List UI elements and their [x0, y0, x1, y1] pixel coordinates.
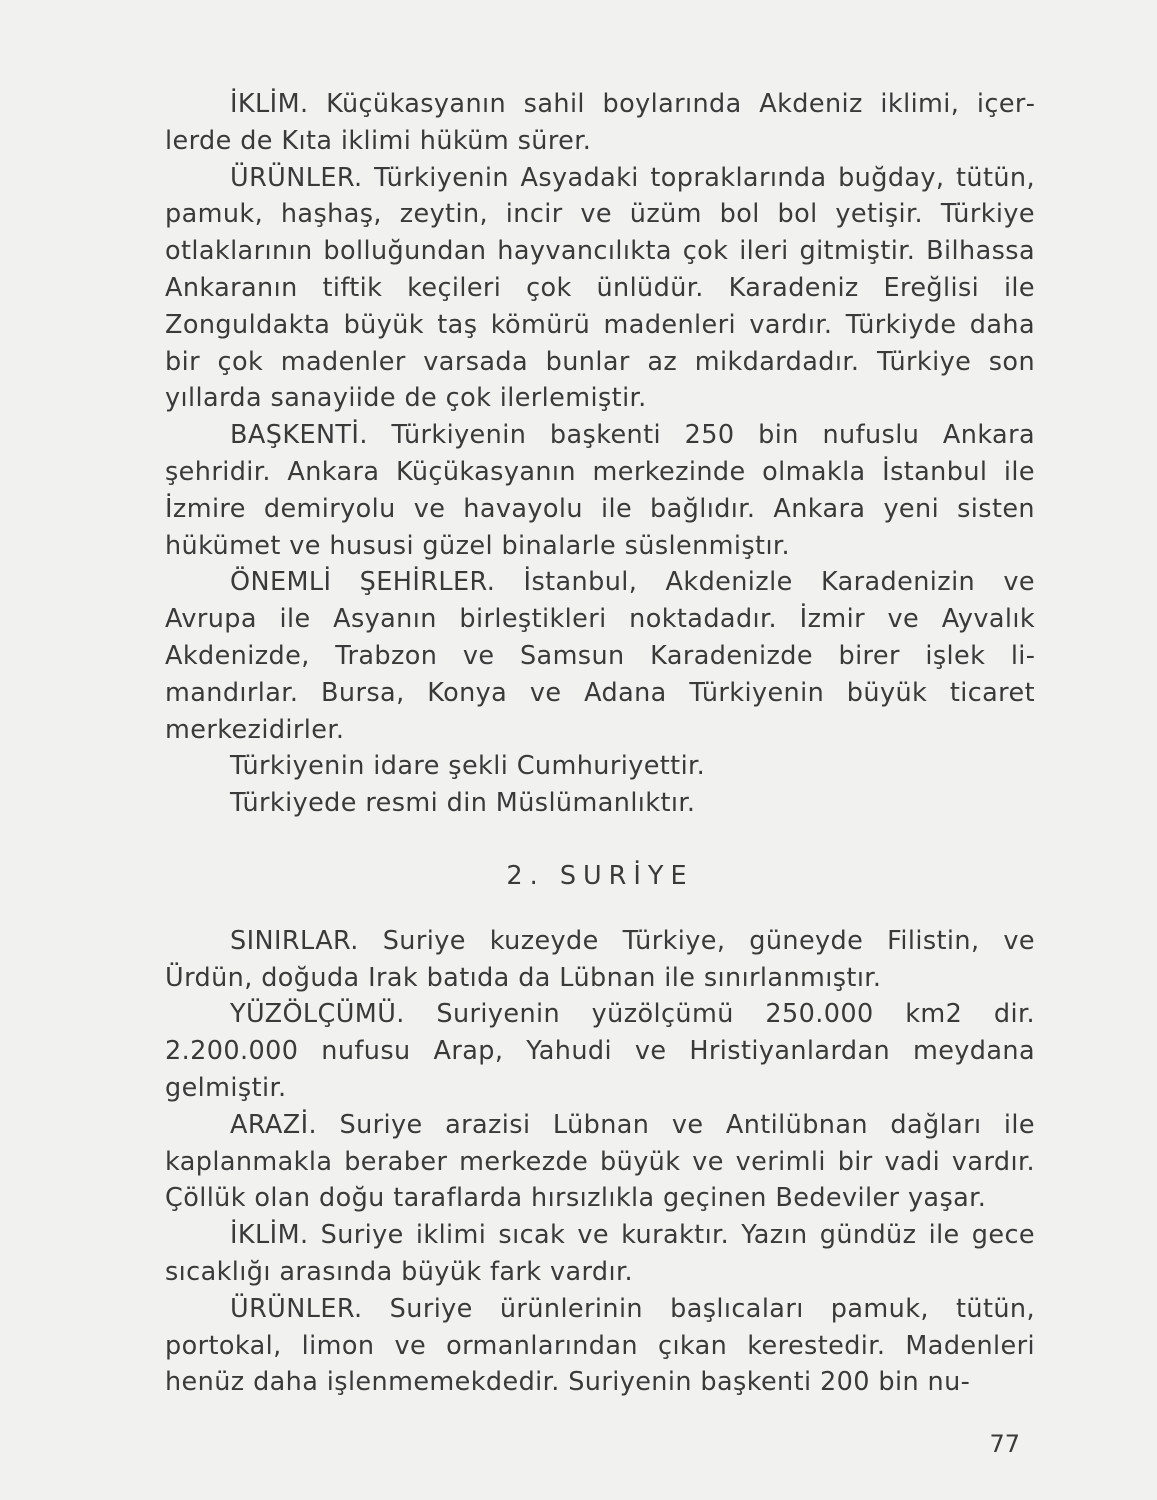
- paragraph-suriye-urunler: ÜRÜNLER. Suriye ürünlerinin başlıcaları pamuk, tütün, portokal, limon ve ormanlarından çıkan kerestedir. Madenleri henüz daha işlenmemekdedir. Suriyenin başkenti 200 bin nu-: [165, 1293, 1035, 1398]
- paragraph-suriye-iklim: İKLİM. Suriye iklimi sıcak ve kuraktır. Yazın gündüz ile gece sıcaklığı arasında büyük fark vardır.: [165, 1220, 1035, 1287]
- paragraph-yuzolcumu: YÜZÖLÇÜMÜ. Suriyenin yüzölçümü 250.000 km2 dir. 2.200.000 nufusu Arap, Yahudi ve Hristiyanlardan meydana gelmiştir.: [165, 999, 1035, 1103]
- section-heading: 2. SURİYE: [506, 860, 694, 891]
- paragraph-urunler: ÜRÜNLER. Türkiyenin Asyadaki topraklarında buğday, tütün, pamuk, haşhaş, zeytin, incir ve üzüm bol bol yetişir. Türkiye otlaklarının bolluğundan hayvancılıkta çok ileri gitmiştir. Bilhassa Ankaranın tiftik keçileri çok ünlüdür. Karadeniz Ereğlisi ile Zonguldakta büyük taş kömürü madenleri vardır. Türkiyde daha bir çok madenler varsada bunlar az mikdardadır. Türkiye son yıllarda sanayiide de çok ilerlemiştir.: [165, 162, 1035, 414]
- paragraph-arazi: ARAZİ. Suriye arazisi Lübnan ve Antilübnan dağları ile kaplanmakla beraber merkezde büyük ve verimli bir vadi vardır. Çöllük olan doğu taraflarda hırsızlıkla geçinen Bedeviler yaşar.: [165, 1109, 1035, 1214]
- page-number: 77: [989, 1430, 1020, 1458]
- paragraph-resmi-din: Türkiyede resmi din Müslümanlıktır.: [230, 788, 696, 819]
- paragraph-baskenti: BAŞKENTİ. Türkiyenin başkenti 250 bin nufuslu Ankara şehridir. Ankara Küçükasyanın merkezinde olmakla İstanbul ile İzmire demiryolu ve havayolu ile bağlıdır. Ankara yeni sisten hükümet ve hususi güzel binalarle süslenmiştır.: [165, 420, 1035, 561]
- paragraph-onemli-sehirler: ÖNEMLİ ŞEHİRLER. İstanbul, Akdenizle Karadenizin ve Avrupa ile Asyanın birleştikleri noktadadır. İzmir ve Ayvalık Akdenizde, Trabzon ve Samsun Karadenizde birer işlek limandırlar. Bursa, Konya ve Adana Türkiyenin büyük ticaret merkezidirler.: [165, 567, 1035, 745]
- paragraph-iklim: İKLİM. Küçükasyanın sahil boylarında Akdeniz iklimi, içerlerde de Kıta iklimi hüküm sürer.: [165, 89, 1035, 156]
- paragraph-idare-sekli: Türkiyenin idare şekli Cumhuriyettir.: [230, 751, 706, 782]
- page-text: [165, 86, 1035, 1401]
- paragraph-sinirlar: SINIRLAR. Suriye kuzeyde Türkiye, güneyde Filistin, ve Ürdün, doğuda Irak batıda da Lübnan ile sınırlanmıştır.: [165, 925, 1035, 993]
